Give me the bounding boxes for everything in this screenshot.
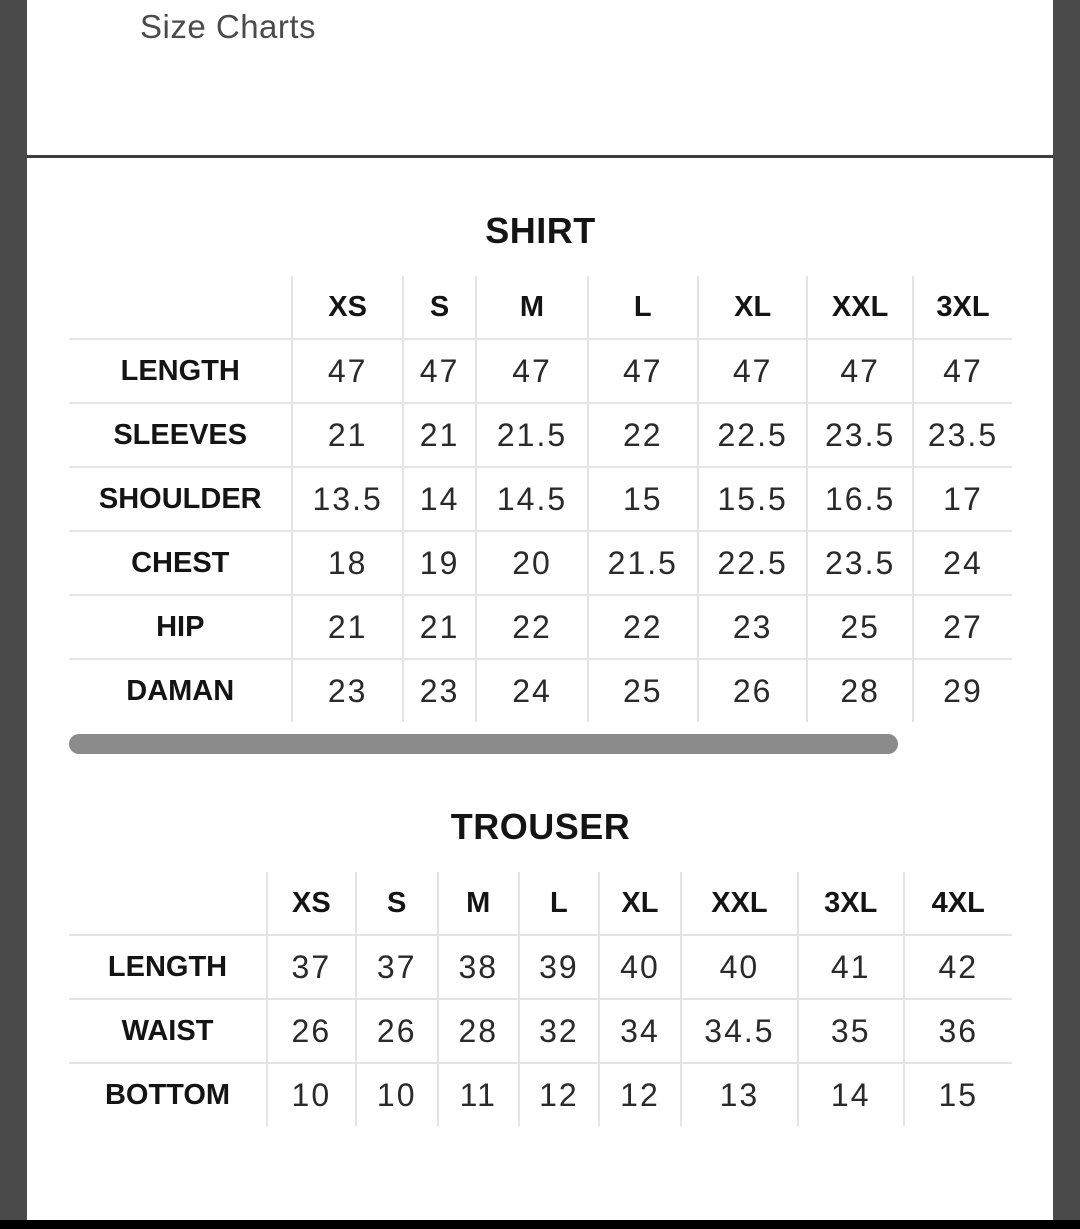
size-value-cell: 36 — [904, 999, 1013, 1063]
size-column-header: XL — [599, 872, 681, 935]
table-row — [69, 1063, 1012, 1126]
size-value-cell: 22 — [476, 595, 587, 659]
size-column-header: L — [588, 276, 698, 339]
size-value-cell: 19 — [403, 531, 477, 595]
size-value-cell: 13 — [681, 1063, 798, 1126]
size-value-cell: 23.5 — [913, 403, 1012, 467]
trouser-size-table — [69, 872, 1012, 1126]
size-value-cell: 15 — [904, 1063, 1013, 1126]
size-column-header: M — [438, 872, 519, 935]
trouser-table-body — [69, 935, 1012, 1126]
measurement-row-label: BOTTOM — [104, 1078, 231, 1111]
size-value-cell: 10 — [356, 1063, 438, 1126]
size-value-cell: 47 — [913, 339, 1012, 403]
size-value-cell: 23.5 — [807, 403, 913, 467]
size-value-cell: 25 — [588, 659, 698, 722]
size-value-cell: 21 — [403, 595, 477, 659]
size-value-cell: 29 — [913, 659, 1012, 722]
size-value-cell: 39 — [519, 935, 599, 999]
shirt-size-table — [69, 276, 1012, 722]
size-value-cell: 17 — [913, 467, 1012, 531]
size-column-header: XXL — [681, 872, 798, 935]
measurement-row-label: SLEEVES — [113, 418, 248, 451]
size-value-cell: 24 — [913, 531, 1012, 595]
size-value-cell: 22 — [588, 403, 698, 467]
table-row — [69, 999, 1012, 1063]
size-column-header: XL — [698, 276, 807, 339]
size-value-cell: 18 — [292, 531, 402, 595]
size-value-cell: 27 — [913, 595, 1012, 659]
size-value-cell: 14.5 — [476, 467, 587, 531]
size-value-cell: 10 — [267, 1063, 356, 1126]
size-column-header: XS — [267, 872, 356, 935]
size-value-cell: 21.5 — [476, 403, 587, 467]
size-value-cell: 38 — [438, 935, 519, 999]
size-header-row — [69, 276, 1012, 339]
size-value-cell: 47 — [292, 339, 402, 403]
table-row — [69, 467, 1012, 531]
size-value-cell: 47 — [403, 339, 477, 403]
size-value-cell: 37 — [356, 935, 438, 999]
size-value-cell: 26 — [356, 999, 438, 1063]
size-value-cell: 42 — [904, 935, 1013, 999]
size-value-cell: 20 — [476, 531, 587, 595]
backdrop-left-strip — [0, 0, 27, 1229]
size-value-cell: 21 — [292, 403, 402, 467]
table-row — [69, 659, 1012, 722]
size-value-cell: 21 — [403, 403, 477, 467]
size-value-cell: 26 — [698, 659, 807, 722]
measurement-row-label: WAIST — [121, 1014, 214, 1047]
size-value-cell: 15 — [588, 467, 698, 531]
size-value-cell: 14 — [403, 467, 477, 531]
size-column-header: S — [356, 872, 438, 935]
size-charts-modal — [27, 0, 1053, 1220]
size-column-header: XS — [292, 276, 402, 339]
horizontal-scrollbar-thumb[interactable] — [69, 734, 898, 754]
size-charts-content — [27, 210, 1053, 1126]
size-value-cell: 25 — [807, 595, 913, 659]
trouser-table-title: TROUSER — [450, 806, 631, 847]
measurement-row-label: CHEST — [131, 546, 230, 579]
size-value-cell: 23 — [403, 659, 477, 722]
size-value-cell: 12 — [599, 1063, 681, 1126]
table-row — [69, 595, 1012, 659]
size-column-header: M — [476, 276, 587, 339]
size-value-cell: 40 — [599, 935, 681, 999]
measurement-row-label: HIP — [156, 610, 205, 643]
table-row — [69, 339, 1012, 403]
measurement-row-label: LENGTH — [120, 354, 240, 387]
size-value-cell: 40 — [681, 935, 798, 999]
size-value-cell: 14 — [798, 1063, 904, 1126]
size-value-cell: 24 — [476, 659, 587, 722]
measurement-row-label: SHOULDER — [98, 482, 262, 515]
size-value-cell: 23 — [292, 659, 402, 722]
size-value-cell: 23.5 — [807, 531, 913, 595]
size-column-header: 3XL — [913, 276, 1012, 339]
modal-header — [27, 0, 1053, 158]
size-value-cell: 22 — [588, 595, 698, 659]
shirt-table-title: SHIRT — [485, 210, 596, 251]
row-label-column-header — [69, 872, 267, 935]
size-value-cell: 37 — [267, 935, 356, 999]
page-title: Size Charts — [140, 8, 317, 45]
size-value-cell: 16.5 — [807, 467, 913, 531]
shirt-table-header — [69, 276, 1012, 339]
size-value-cell: 32 — [519, 999, 599, 1063]
size-value-cell: 41 — [798, 935, 904, 999]
size-column-header: L — [519, 872, 599, 935]
shirt-table-body — [69, 339, 1012, 722]
table-row — [69, 531, 1012, 595]
size-value-cell: 47 — [588, 339, 698, 403]
size-header-row — [69, 872, 1012, 935]
size-value-cell: 22.5 — [698, 403, 807, 467]
measurement-row-label: DAMAN — [126, 674, 235, 707]
size-value-cell: 13.5 — [292, 467, 402, 531]
size-column-header: 4XL — [904, 872, 1013, 935]
backdrop-right-strip — [1053, 0, 1080, 1229]
size-value-cell: 28 — [438, 999, 519, 1063]
size-column-header: XXL — [807, 276, 913, 339]
size-value-cell: 35 — [798, 999, 904, 1063]
size-value-cell: 21 — [292, 595, 402, 659]
measurement-row-label: LENGTH — [107, 950, 228, 983]
size-value-cell: 26 — [267, 999, 356, 1063]
size-value-cell: 47 — [698, 339, 807, 403]
size-column-header: S — [403, 276, 477, 339]
size-value-cell: 28 — [807, 659, 913, 722]
size-value-cell: 34 — [599, 999, 681, 1063]
table-row — [69, 935, 1012, 999]
size-value-cell: 11 — [438, 1063, 519, 1126]
trouser-table-header — [69, 872, 1012, 935]
size-value-cell: 23 — [698, 595, 807, 659]
size-value-cell: 34.5 — [681, 999, 798, 1063]
size-value-cell: 12 — [519, 1063, 599, 1126]
size-value-cell: 47 — [476, 339, 587, 403]
size-value-cell: 22.5 — [698, 531, 807, 595]
table-row — [69, 403, 1012, 467]
size-value-cell: 15.5 — [698, 467, 807, 531]
bottom-system-bar — [0, 1220, 1080, 1229]
size-value-cell: 21.5 — [588, 531, 698, 595]
row-label-column-header — [69, 276, 292, 339]
size-column-header: 3XL — [798, 872, 904, 935]
size-value-cell: 47 — [807, 339, 913, 403]
